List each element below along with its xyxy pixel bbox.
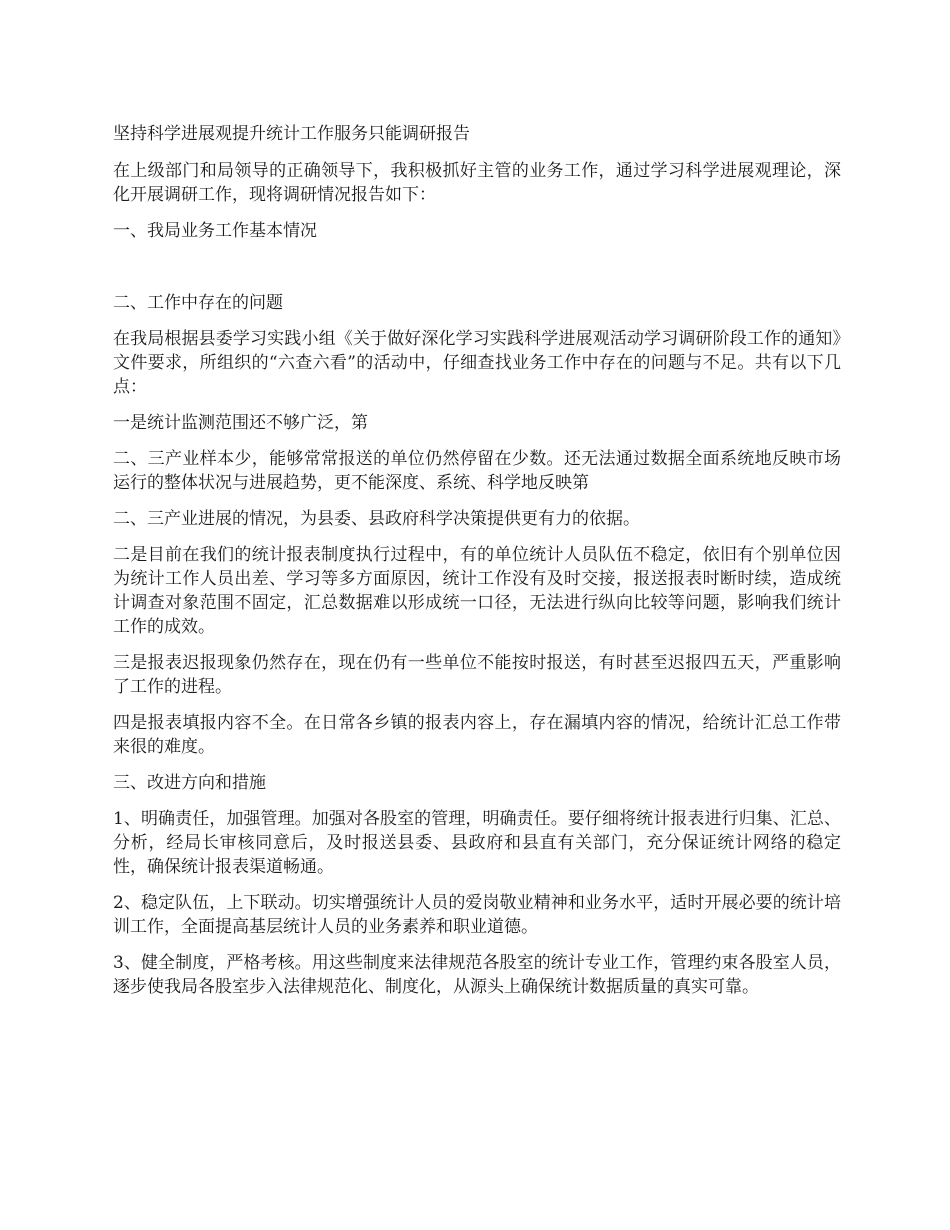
measure3-paragraph: 3、健全制度，严格考核。用这些制度来法律规范各股室的统计专业工作，管理约束各股室人员，逐步使我局各股室步入法律规范化、制度化，从源头上确保统计数据质量的真实可靠。 [113,953,841,997]
measure1-paragraph: 1、明确责任，加强管理。加强对各股室的管理，明确责任。要仔细将统计报表进行归集、汇总、分析，经局长审核同意后，及时报送县委、县政府和县直有关部门，充分保证统计网络的稳定性，确保统计报表渠道畅通。 [113,809,841,877]
section3-heading: 三、改进方向和措施 [113,773,266,793]
section2-intro-paragraph: 在我局根据县委学习实践小组《关于做好深化学习实践科学进展观活动学习调研阶段工作的通知》文件要求，所组织的“六查六看”的活动中，仔细查找业务工作中存在的问题与不足。共有以下几点： [113,329,841,397]
intro-paragraph: 在上级部门和局领导的正确领导下，我积极抓好主管的业务工作，通过学习科学进展观理论，深化开展调研工作，现将调研情况报告如下： [113,161,841,205]
problem1-paragraph-b: 二、三产业样本少，能够常常报送的单位仍然停留在少数。还无法通过数据全面系统地反映市场运行的整体状况与进展趋势，更不能深度、系统、科学地反映第 [113,449,841,493]
problem3-paragraph: 三是报表迟报现象仍然存在，现在仍有一些单位不能按时报送，有时甚至迟报四五天，严重影响了工作的进程。 [113,653,841,697]
problem2-paragraph: 二是目前在我们的统计报表制度执行过程中，有的单位统计人员队伍不稳定，依旧有个别单位因为统计工作人员出差、学习等多方面原因，统计工作没有及时交接，报送报表时断时续，造成统计调查对象范围不固定，汇总数据难以形成统一口径，无法进行纵向比较等问题，影响我们统计工作的成效。 [113,545,841,637]
problem4-paragraph: 四是报表填报内容不全。在日常各乡镇的报表内容上，存在漏填内容的情况，给统计汇总工作带来很的难度。 [113,713,841,757]
section2-heading: 二、工作中存在的问题 [113,293,283,313]
document-title: 坚持科学进展观提升统计工作服务只能调研报告 [113,124,470,144]
document-page [113,122,841,1011]
measure2-paragraph: 2、稳定队伍，上下联动。切实增强统计人员的爱岗敬业精神和业务水平，适时开展必要的统计培训工作，全面提高基层统计人员的业务素养和职业道德。 [113,893,841,937]
problem1-paragraph-a: 一是统计监测范围还不够广泛，第 [113,413,368,433]
blank-space [113,255,841,291]
problem1-paragraph-c: 二、三产业进展的情况，为县委、县政府科学决策提供更有力的依据。 [113,509,640,529]
section1-heading: 一、我局业务工作基本情况 [113,221,317,241]
